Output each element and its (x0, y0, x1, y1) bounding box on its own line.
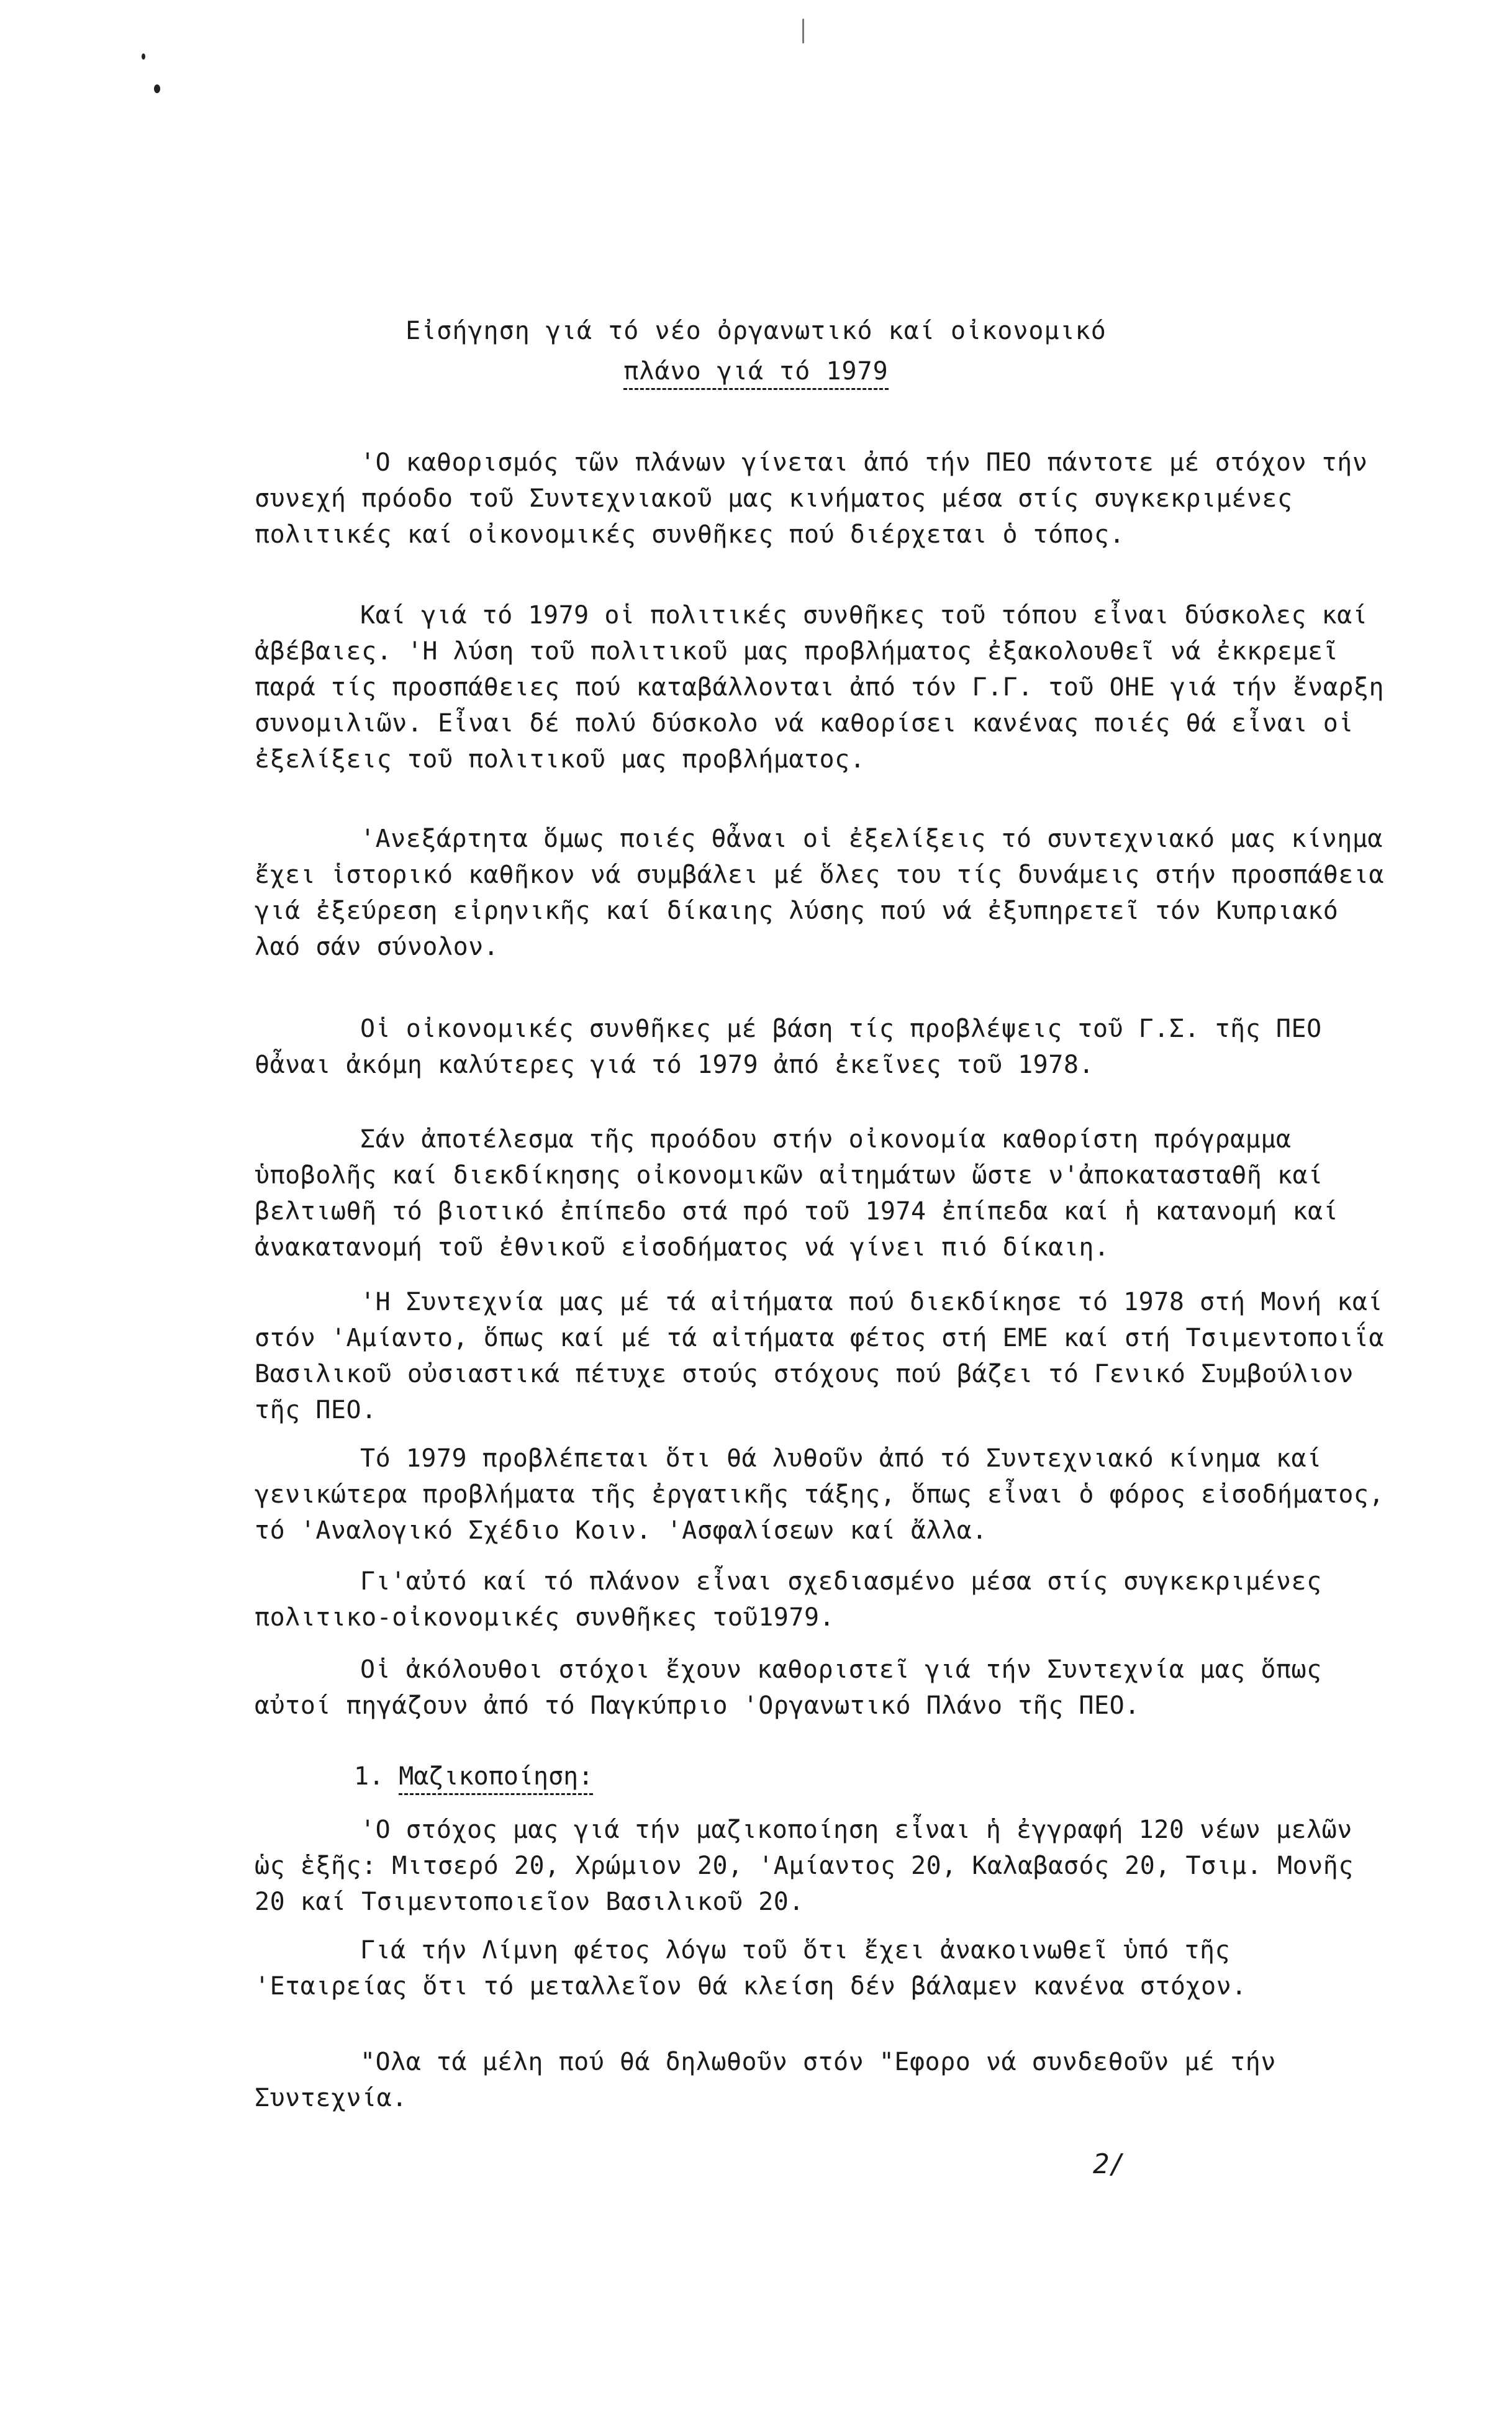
section-paragraph-2: Γιά τήν Λίμνη φέτος λόγω τοῦ ὅτι ἔχει ἀνακοινωθεῖ ὑπό τῆς 'Εταιρείας ὅτι τό μεταλλεῖον θά κλείση δέν βάλαμεν κανένα στόχον. (255, 1936, 1247, 2001)
section-number: 1. (354, 1762, 384, 1791)
paragraph-4: Οἱ οἰκονομικές συνθῆκες μέ βάση τίς προβλέψεις τοῦ Γ.Σ. τῆς ΠΕΟ θἆναι ἀκόμη καλύτερες γιά τό 1979 ἀπό ἐκεῖνες τοῦ 1978. (255, 1015, 1338, 1079)
scan-speck (154, 84, 160, 93)
document-title-year: πλάνο γιά τό 1979 (623, 357, 888, 390)
paragraph-9: Οἱ ἀκόλουθοι στόχοι ἔχουν καθοριστεῖ γιά τήν Συντεχνία μας ὅπως αὐτοί πηγάζουν ἀπό τό Παγκύπριο 'Οργανωτικό Πλάνο τῆς ΠΕΟ. (255, 1655, 1338, 1720)
document-title-line1: Εἰσήγηση γιά τό νέο ὀργανωτικό καί οἰκονομικό (405, 317, 1107, 345)
paragraph-5: Σάν ἀποτέλεσμα τῆς προόδου στήν οἰκονομία καθορίστη πρόγραμμα ὑποβολῆς καί διεκδίκησης οἰκονομικῶν αἰτημάτων ὥστε ν'ἀποκατασταθῆ καί βελτιωθῆ τό βιοτικό ἐπίπεδο στά πρό τοῦ 1974 ἐπίπεδα καί ἡ κατανομή καί ἀνακατανομή τοῦ ἐθνικοῦ εἰσοδήματος νά γίνει πιό δίκαιη. (255, 1125, 1354, 1262)
scan-speck (802, 19, 804, 43)
paragraph-6: 'Η Συντεχνία μας μέ τά αἰτήματα πού διεκδίκησε τό 1978 στή Μονή καί στόν 'Αμίαντο, ὅπως καί μέ τά αἰτήματα φέτος στή ΕΜΕ καί στή Τσιμεντοποιΐα Βασιλικοῦ οὐσιαστικά πέτυχε στούς στόχους πού βάζει τό Γενικό Συμβούλιον τῆς ΠΕΟ. (255, 1288, 1400, 1424)
section-paragraph-1: 'Ο στόχος μας γιά τήν μαζικοποίηση εἶναι ἡ ἐγγραφή 120 νέων μελῶν ὡς ἑξῆς: Μιτσερό 20, Χρώμιον 20, 'Αμίαντος 20, Καλαβασός 20, Τσιμ. Μονῆς 20 καί Τσιμεντοποιεῖον Βασιλικοῦ 20. (255, 1816, 1369, 1916)
section-heading (354, 1762, 593, 1791)
paragraph-8: Γι'αὐτό καί τό πλάνον εἶναι σχεδιασμένο μέσα στίς συγκεκριμένες πολιτικο-οἰκονομικές συνθῆκες τοῦ1979. (255, 1567, 1338, 1632)
scan-speck (142, 53, 145, 60)
paragraph-2: Καί γιά τό 1979 οἱ πολιτικές συνθῆκες τοῦ τόπου εἶναι δύσκολες καί ἀβέβαιες. 'Η λύση τοῦ πολιτικοῦ μας προβλήματος ἐξακολουθεῖ νά ἐκκρεμεῖ παρά τίς προσπάθειες πού καταβάλλονται ἀπό τόν Γ.Γ. τοῦ ΟΗΕ γιά τήν ἔναρξη συνομιλιῶν. Εἶναι δέ πολύ δύσκολο νά καθορίσει κανένας ποιές θά εἶναι οἱ ἐξελίξεις τοῦ πολιτικοῦ μας προβλήματος. (255, 601, 1400, 774)
section-paragraph-3: "Ολα τά μέλη πού θά δηλωθοῦν στόν "Εφορο νά συνδεθοῦν μέ τήν Συντεχνία. (255, 2048, 1292, 2112)
document-title-line2 (0, 357, 1512, 386)
paragraph-3: 'Ανεξάρτητα ὅμως ποιές θἆναι οἱ ἐξελίξεις τό συντεχνιακό μας κίνημα ἔχει ἱστορικό καθῆκον νά συμβάλει μέ ὅλες του τίς δυνάμεις στήν προσπάθεια γιά ἐξεύρεση εἰρηνικῆς καί δίκαιης λύσης πού νά ἐξυπηρετεῖ τόν Κυπριακό λαό σάν σύνολον. (255, 825, 1400, 961)
section-title: Μαζικοποίηση: (399, 1762, 593, 1795)
page-number: 2/ (1093, 2148, 1126, 2180)
paragraph-1: 'Ο καθορισμός τῶν πλάνων γίνεται ἀπό τήν ΠΕΟ πάντοτε μέ στόχον τήν συνεχή πρόοδο τοῦ Συντεχνιακοῦ μας κινήματος μέσα στίς συγκεκριμένες πολιτικές καί οἰκονομικές συνθῆκες πού διέρχεται ὁ τόπος. (255, 448, 1383, 549)
paragraph-7: Τό 1979 προβλέπεται ὅτι θά λυθοῦν ἀπό τό Συντεχνιακό κίνημα καί γενικώτερα προβλήματα τῆς ἐργατικῆς τάξης, ὅπως εἶναι ὁ φόρος εἰσοδήματος, τό 'Αναλογικό Σχέδιο Κοιν. 'Ασφαλίσεων καί ἄλλα. (255, 1444, 1400, 1545)
